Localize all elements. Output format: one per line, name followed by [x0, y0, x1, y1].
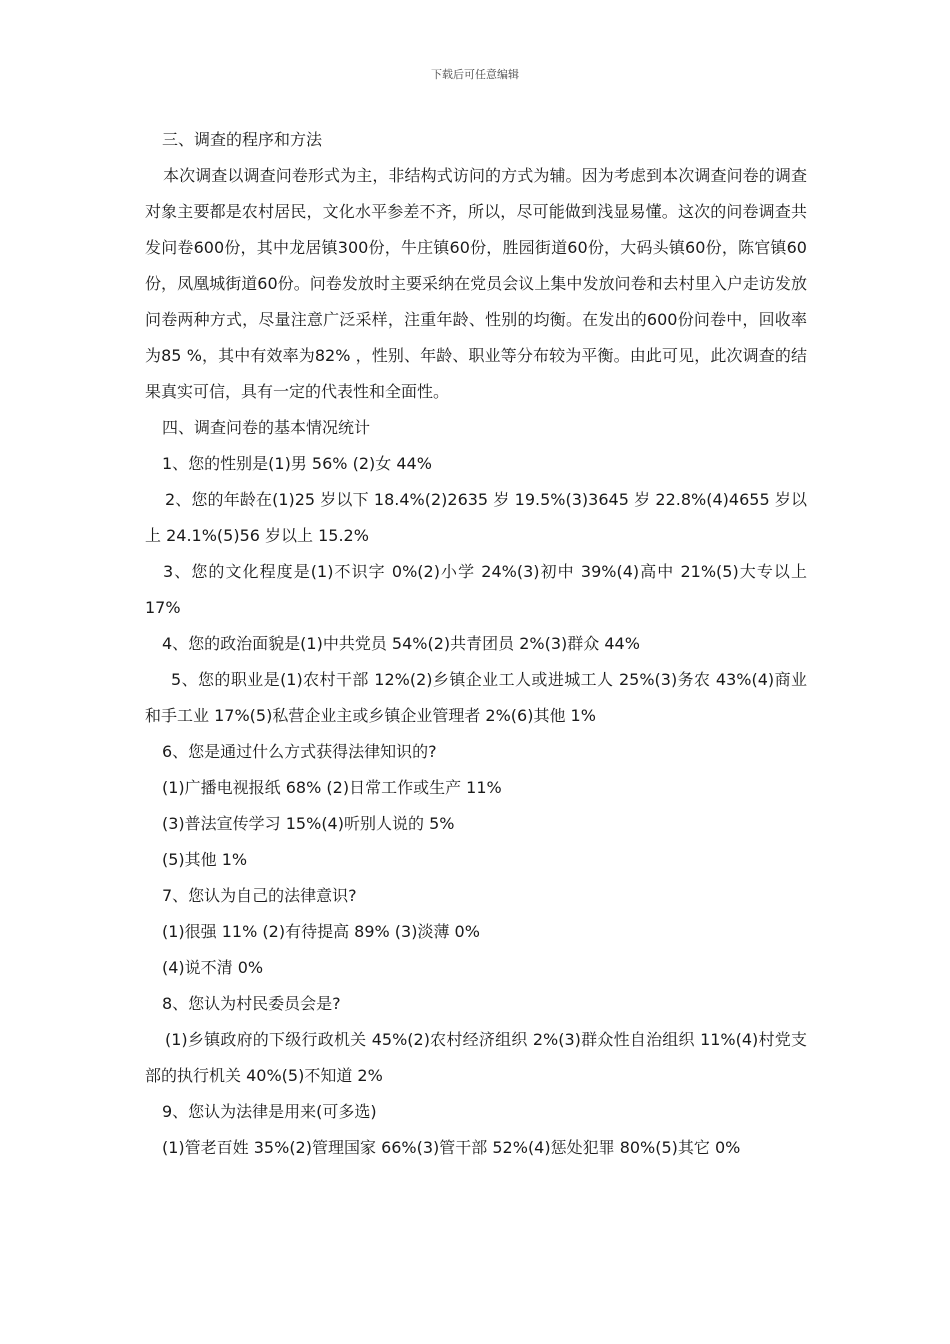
question-item: 6、您是通过什么方式获得法律知识的?	[162, 742, 437, 761]
question-item: 5、您的职业是(1)农村干部 12%(2)乡镇企业工人或进城工人 25%(3)务农 43%(4)商业和手工业 17%(5)私营企业主或乡镇企业管理者 2%(6)其他 1%	[145, 670, 807, 725]
question-item: 3、您的文化程度是(1)不识字 0%(2)小学 24%(3)初中 39%(4)高中 21%(5)大专以上 17%	[145, 562, 807, 617]
question-item: 2、您的年龄在(1)25 岁以下 18.4%(2)2635 岁 19.5%(3)3645 岁 22.8%(4)4655 岁以上 24.1%(5)56 岁以上 15.2%	[145, 490, 807, 545]
question-item: 9、您认为法律是用来(可多选)	[162, 1102, 377, 1121]
paragraph: 本次调查以调查问卷形式为主，非结构式访问的方式为辅。因为考虑到本次调查问卷的调查对象主要都是农村居民，文化水平参差不齐，所以，尽可能做到浅显易懂。这次的问卷调查共发问卷600份，其中龙居镇300份，牛庄镇60份，胜园街道60份，大码头镇60份，陈官镇60份，凤凰城街道60份。问卷发放时主要采纳在党员会议上集中发放问卷和去村里入户走访发放问卷两种方式，尽量注意广泛采样，注重年龄、性别的均衡。在发出的600份问卷中，回收率为85 %，其中有效率为82% ，性别、年龄、职业等分布较为平衡。由此可见，此次调查的结果真实可信，具有一定的代表性和全面性。	[145, 166, 807, 401]
question-item: 1、您的性别是(1)男 56% (2)女 44%	[162, 454, 432, 473]
page-header-note: 下载后可任意编辑	[431, 68, 519, 81]
answer-line: (4)说不清 0%	[162, 958, 264, 977]
answer-line: (5)其他 1%	[162, 850, 248, 869]
answer-line: (1)广播电视报纸 68% (2)日常工作或生产 11%	[162, 778, 502, 797]
question-item: 7、您认为自己的法律意识?	[162, 886, 357, 905]
answer-line: (1)管老百姓 35%(2)管理国家 66%(3)管干部 52%(4)惩处犯罪 80%(5)其它 0%	[162, 1138, 741, 1157]
question-item: 8、您认为村民委员会是?	[162, 994, 341, 1013]
document-body	[145, 122, 807, 1166]
answer-line: (1)很强 11% (2)有待提高 89% (3)淡薄 0%	[162, 922, 480, 941]
question-item: 4、您的政治面貌是(1)中共党员 54%(2)共青团员 2%(3)群众 44%	[162, 634, 640, 653]
section-heading: 三、调查的程序和方法	[162, 130, 323, 149]
section-heading: 四、调查问卷的基本情况统计	[162, 418, 371, 437]
answer-line: (3)普法宣传学习 15%(4)听别人说的 5%	[162, 814, 455, 833]
answer-line: (1)乡镇政府的下级行政机关 45%(2)农村经济组织 2%(3)群众性自治组织 11%(4)村党支部的执行机关 40%(5)不知道 2%	[145, 1030, 807, 1085]
